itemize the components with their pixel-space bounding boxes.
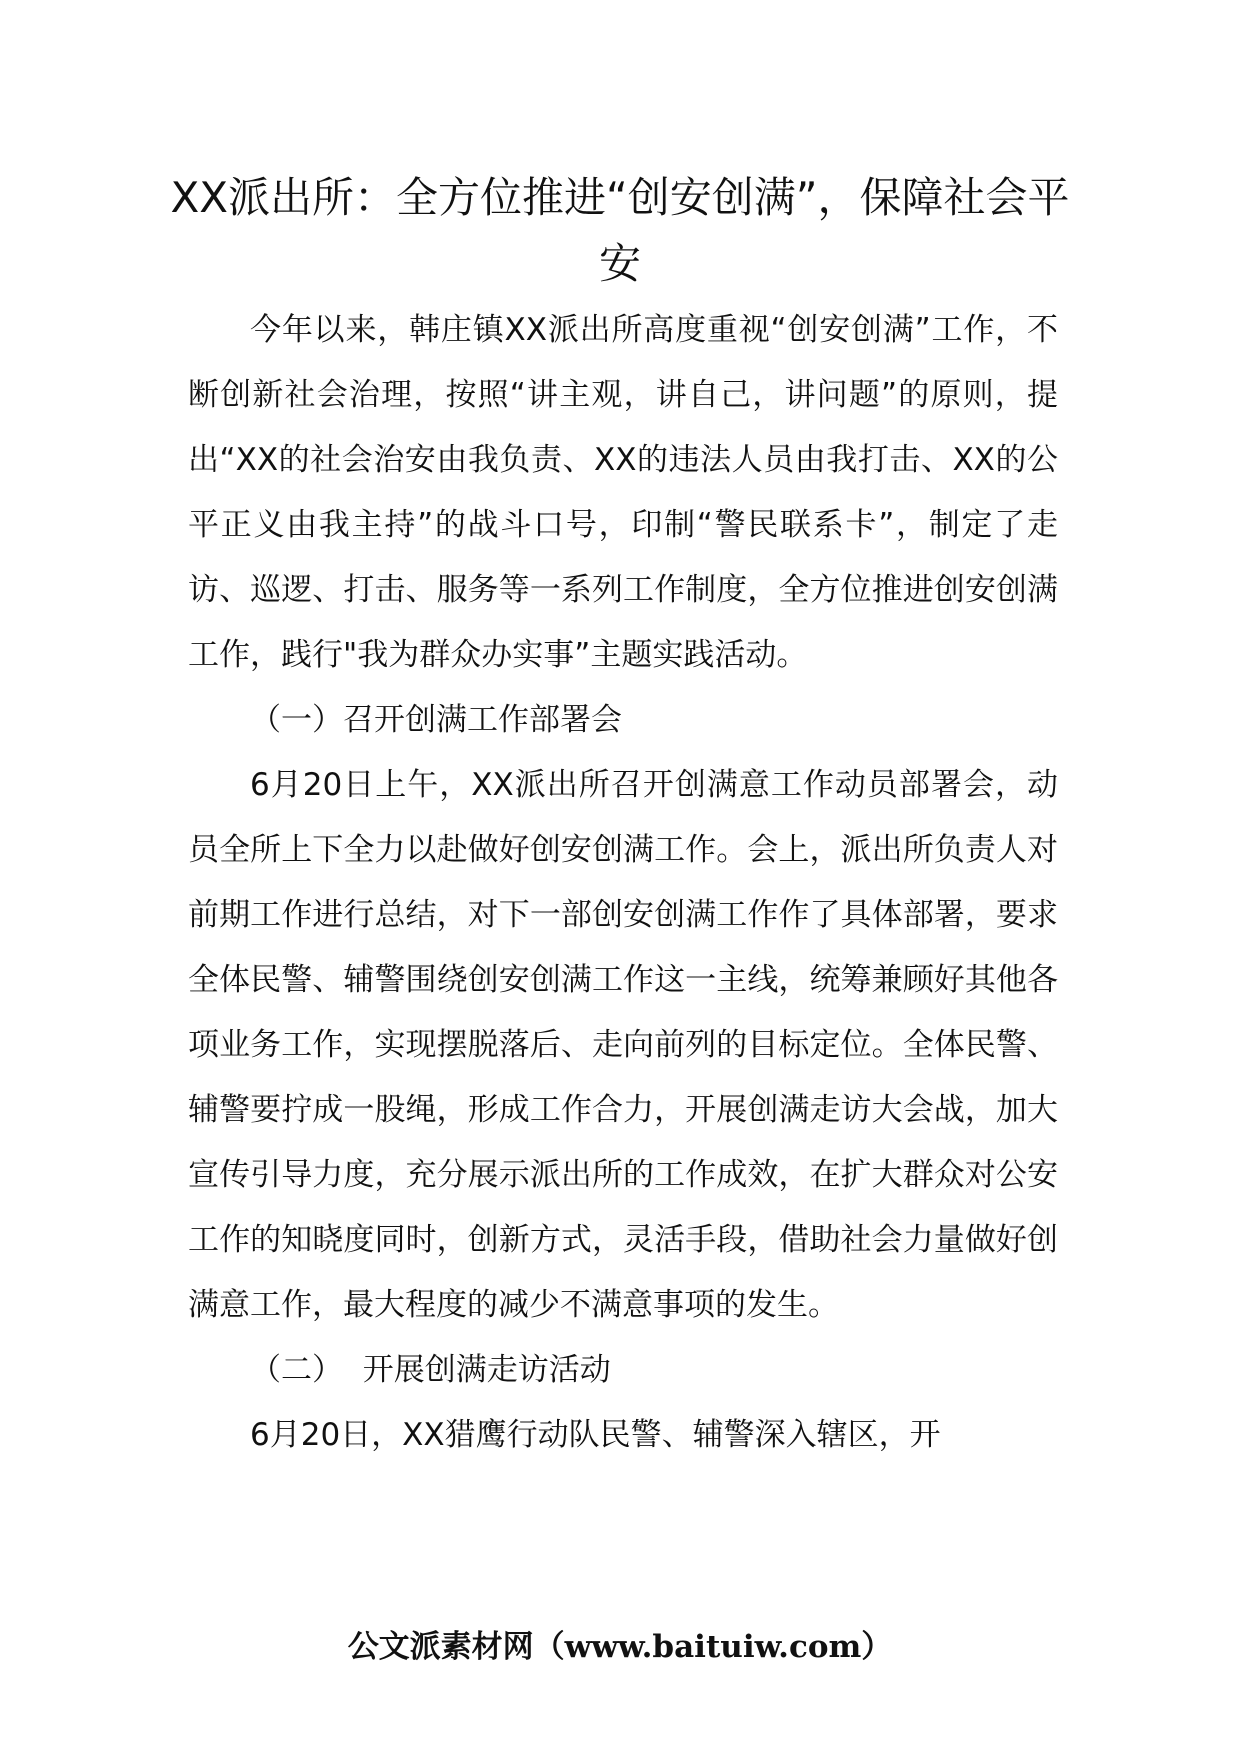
paragraph-section-1: 6月20日上午，XX派出所召开创满意工作动员部署会，动员全所上下全力以赴做好创安创满工作。会上，派出所负责人对前期工作进行总结，对下一部创安创满工作作了具体部署，要求全体民警、辅警围绕创安创满工作这一主线，统筹兼顾好其他各项业务工作，实现摆脱落后、走向前列的目标定位。全体民警、辅警要拧成一股绳，形成工作合力，开展创满走访大会战，加大宣传引导力度，充分展示派出所的工作成效，在扩大群众对公安工作的知晓度同时，创新方式，灵活手段，借助社会力量做好创满意工作，最大程度的减少不满意事项的发生。 (188, 767, 1058, 1323)
document-body (188, 298, 1058, 1468)
paragraph-intro: 今年以来，韩庄镇XX派出所高度重视“创安创满”工作，不断创新社会治理，按照“讲主观，讲自己，讲问题”的原则，提出“XX的社会治安由我负责、XX的违法人员由我打击、XX的公平正义由我主持”的战斗口号，印制“警民联系卡”，制定了走访、巡逻、打击、服务等一系列工作制度，全方位推进创安创满工作，践行"我为群众办实事”主题实践活动。 (188, 312, 1058, 673)
section-heading-2: （二） 开展创满走访活动 (250, 1352, 611, 1388)
paragraph-section-2: 6月20日，XX猎鹰行动队民警、辅警深入辖区，开 (250, 1417, 941, 1453)
document-title: XX派出所：全方位推进“创安创满”，保障社会平安 (170, 173, 1070, 288)
section-heading-1: （一）召开创满工作部署会 (250, 702, 622, 738)
footer-watermark: 公文派素材网（www.baituiw.com） (347, 1629, 893, 1665)
